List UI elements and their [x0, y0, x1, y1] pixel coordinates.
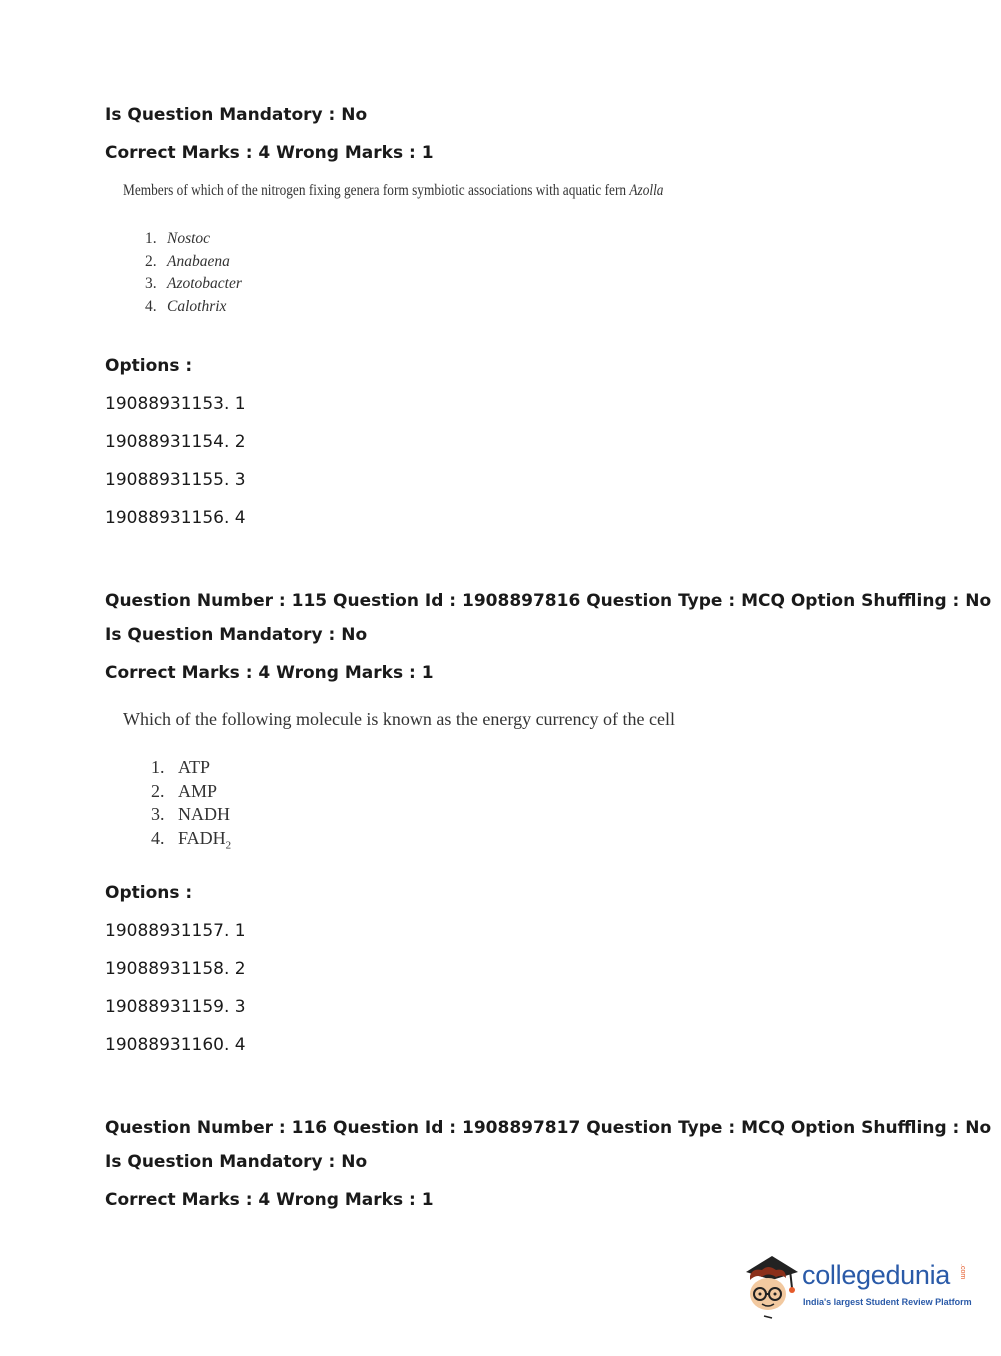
brand-tagline: India's largest Student Review Platform: [803, 1297, 972, 1307]
q115-mandatory: Is Question Mandatory : No: [105, 625, 368, 645]
q114-choice-list: [145, 228, 242, 318]
q114-question-text: Members of which of the nitrogen fixing genera form symbiotic associations with aquatic fern Azolla: [123, 182, 664, 199]
q116-marks: Correct Marks : 4 Wrong Marks : 1: [105, 1190, 434, 1210]
q115-option-4: 19088931160. 4: [105, 1035, 246, 1055]
list-item: 2. Anabaena: [145, 252, 230, 270]
q114-option-1: 19088931153. 1: [105, 394, 246, 414]
list-item: 3. Azotobacter: [145, 275, 242, 292]
q114-option-3: 19088931155. 3: [105, 470, 246, 490]
q114-option-4: 19088931156. 4: [105, 508, 246, 528]
mascot-icon: [742, 1250, 802, 1320]
list-item: 3. NADH: [151, 804, 230, 824]
list-item: 1. Nostoc: [145, 230, 211, 247]
q115-question-text: Which of the following molecule is known as the energy currency of the cell: [123, 709, 675, 729]
q115-choice-list: [151, 756, 231, 850]
q114-option-2: 19088931154. 2: [105, 432, 246, 452]
q114-options-label: Options :: [105, 356, 193, 376]
q114-marks: Correct Marks : 4 Wrong Marks : 1: [105, 143, 434, 163]
q115-marks: Correct Marks : 4 Wrong Marks : 1: [105, 663, 434, 683]
q115-option-3: 19088931159. 3: [105, 997, 246, 1017]
q115-header: Question Number : 115 Question Id : 1908897816 Question Type : MCQ Option Shuffling : No: [105, 591, 992, 611]
list-item: 1. ATP: [151, 757, 211, 777]
collegedunia-logo: [742, 1250, 972, 1320]
list-item: 2. AMP: [151, 780, 218, 801]
list-item: 4. Calothrix: [145, 297, 227, 315]
q115-option-2: 19088931158. 2: [105, 959, 246, 979]
list-item: 4. $FADH_2$: [151, 827, 232, 852]
q116-mandatory: Is Question Mandatory : No: [105, 1152, 368, 1172]
q115-option-1: 19088931157. 1: [105, 921, 246, 941]
q115-options-label: Options :: [105, 883, 193, 903]
brand-domain: .com: [959, 1264, 966, 1280]
q114-mandatory: Is Question Mandatory : No: [105, 105, 368, 125]
q116-header: Question Number : 116 Question Id : 1908897817 Question Type : MCQ Option Shuffling : No: [105, 1118, 992, 1138]
brand-name: collegedunia: [802, 1260, 951, 1290]
